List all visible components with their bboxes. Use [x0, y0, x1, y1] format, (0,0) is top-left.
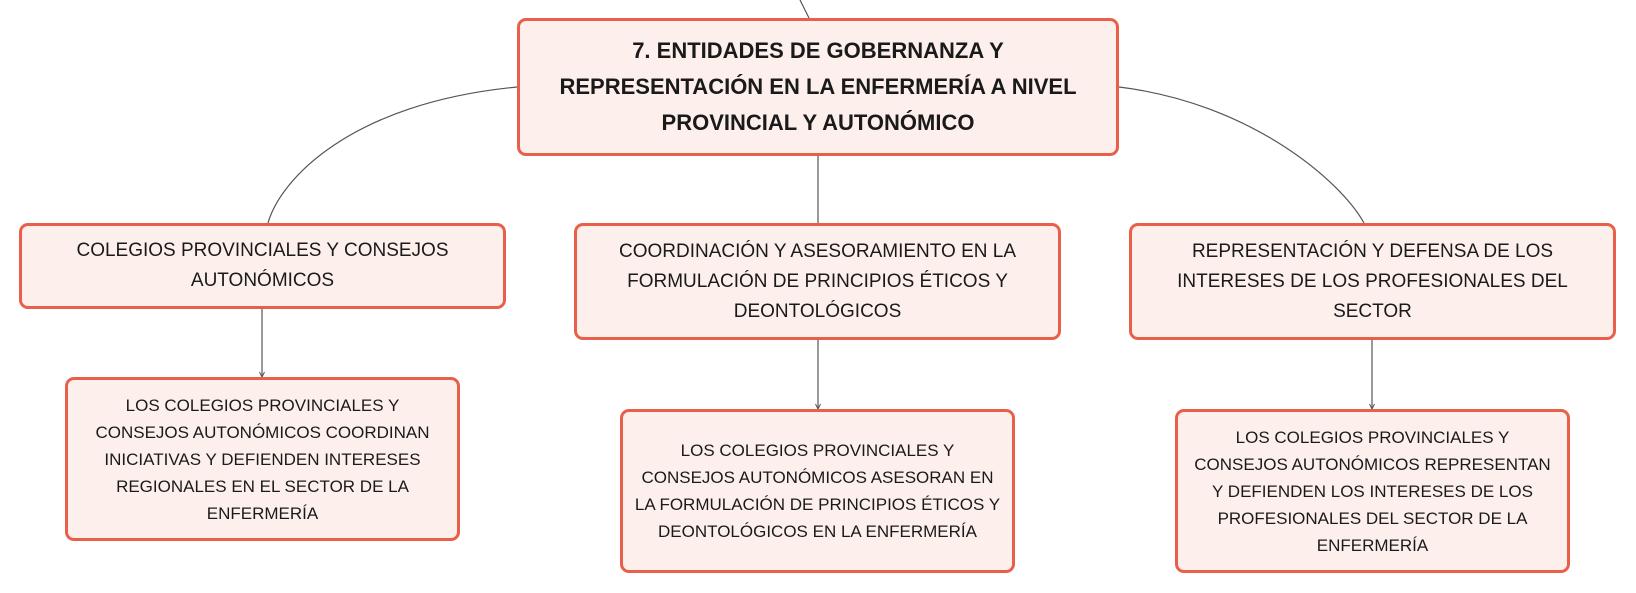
leaf-node-text: LOS COLEGIOS PROVINCIALES Y CONSEJOS AUTONÓMICOS ASESORAN EN LA FORMULACIÓN DE PRINCIPIOS ÉTICOS Y DEONTOLÓGICOS EN LA ENFERMERÍA [634, 441, 1001, 541]
connector-root-to-branch-1 [268, 87, 517, 223]
root-topic-title: 7. ENTIDADES DE GOBERNANZA Y REPRESENTACIÓN EN LA ENFERMERÍA A NIVEL PROVINCIAL Y AUTONÓMICO [559, 38, 1077, 135]
leaf-node-coordinan-iniciativas[interactable] [65, 377, 460, 541]
leaf-node-asesoran-principios[interactable] [620, 409, 1015, 573]
leaf-node-representan-defienden[interactable] [1175, 409, 1570, 573]
root-topic-node[interactable] [517, 18, 1119, 156]
branch-node-label: COORDINACIÓN Y ASESORAMIENTO EN LA FORMULACIÓN DE PRINCIPIOS ÉTICOS Y DEONTOLÓGICOS [619, 240, 1016, 322]
branch-node-representacion-defensa[interactable] [1129, 223, 1616, 340]
leaf-node-text: LOS COLEGIOS PROVINCIALES Y CONSEJOS AUTONÓMICOS REPRESENTAN Y DEFIENDEN LOS INTERESES DE LOS PROFESIONALES DEL SECTOR DE LA ENFERMERÍA [1194, 427, 1551, 555]
connector-root-to-branch-3 [1119, 87, 1364, 223]
branch-node-label: COLEGIOS PROVINCIALES Y CONSEJOS AUTONÓMICOS [76, 240, 449, 291]
branch-node-label: REPRESENTACIÓN Y DEFENSA DE LOS INTERESES DE LOS PROFESIONALES DEL SECTOR [1177, 240, 1568, 322]
leaf-node-text: LOS COLEGIOS PROVINCIALES Y CONSEJOS AUTONÓMICOS COORDINAN INICIATIVAS Y DEFIENDEN INTERESES REGIONALES EN EL SECTOR DE LA ENFERMERÍA [95, 395, 430, 523]
branch-node-colegios-consejos[interactable] [19, 223, 506, 309]
connector-parent-to-root [800, 0, 809, 18]
branch-node-coordinacion-asesoramiento[interactable] [574, 223, 1061, 340]
